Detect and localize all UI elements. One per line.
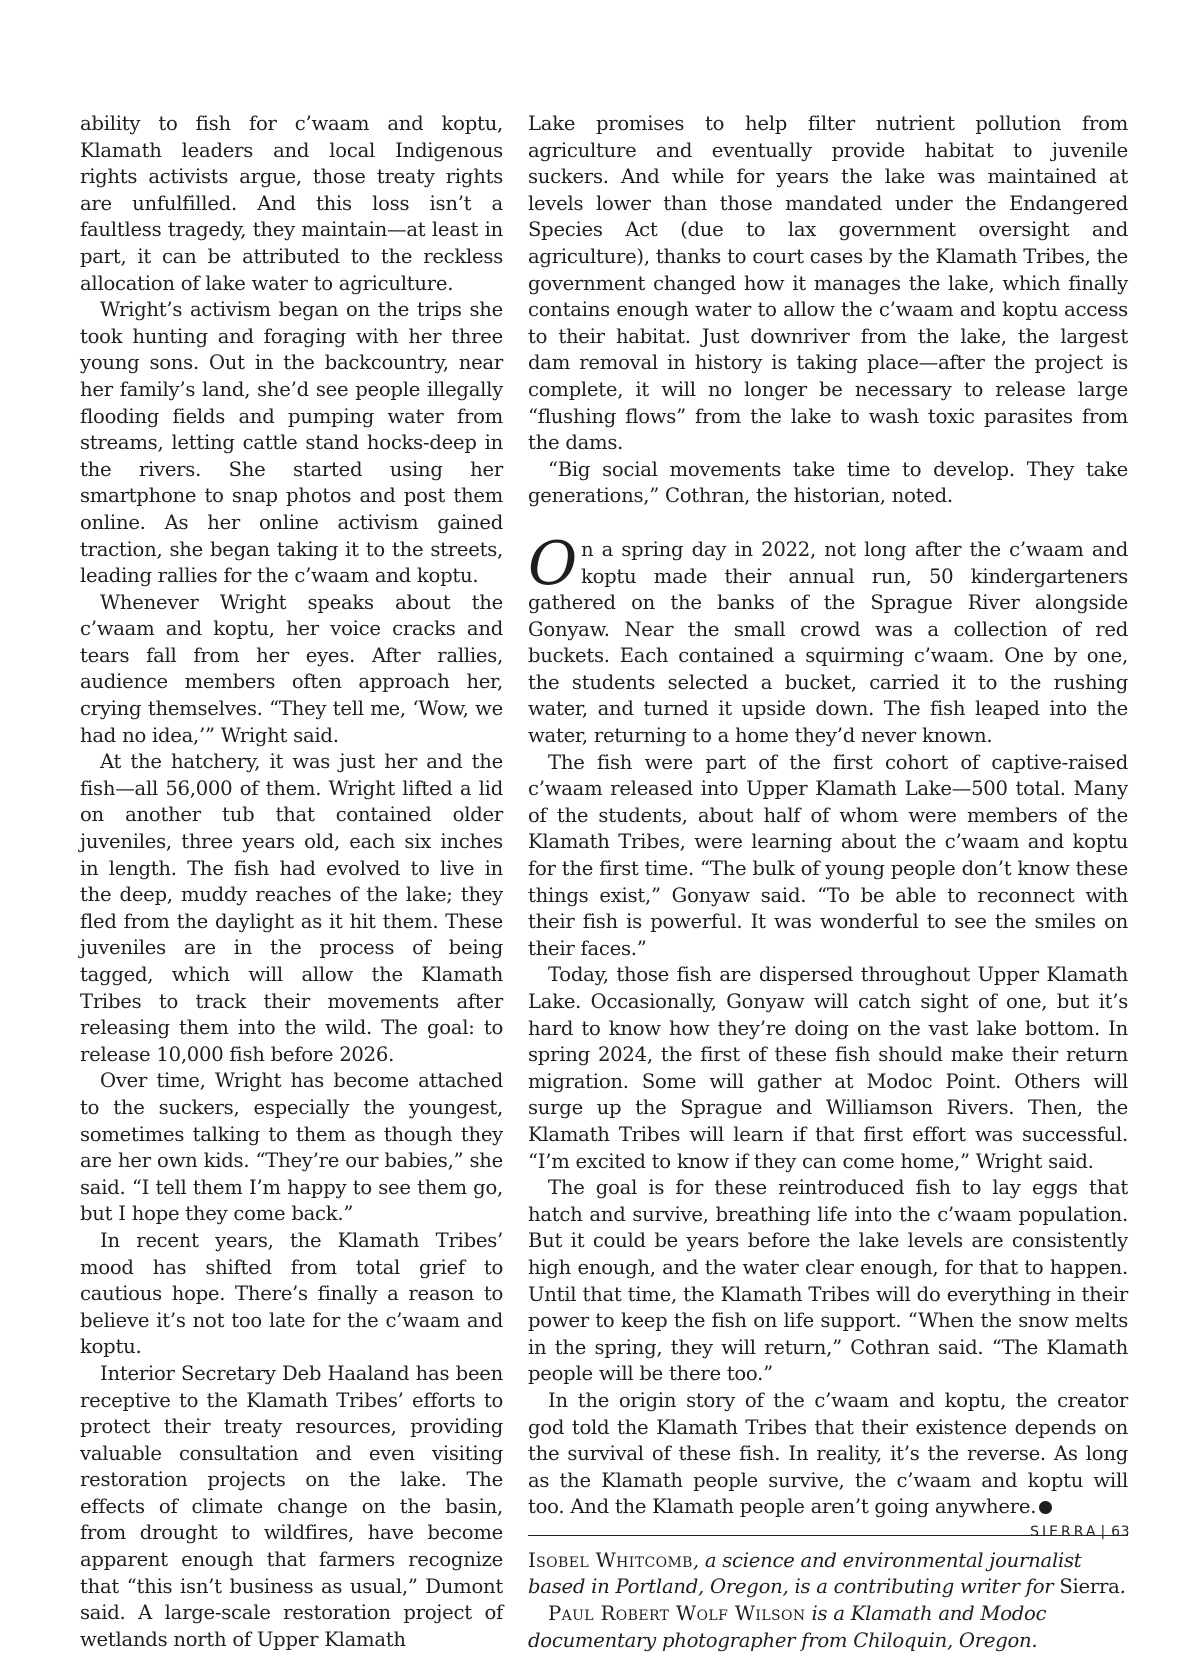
author-name: Isobel Whitcomb (528, 1548, 693, 1572)
magazine-name: SIERRA (1030, 1524, 1099, 1540)
photographer-bio-text: is a Klamath and Modoc documentary photographer from Chiloquin, Oregon. (528, 1602, 1047, 1652)
left-column (80, 111, 503, 1653)
paragraph: Lake promises to help filter nutrient pollution from agriculture and eventually provide habitat to juvenile suckers. And while for years the lake was maintained at levels lower than those mandated under the Endangered Species Act (due to lax government oversight and agriculture), thanks to court cases by the Klamath Tribes, the government changed how it manages the lake, which finally contains enough water to allow the c’waam and koptu access to their habitat. Just downriver from the lake, the largest dam removal in history is taking place—after the project is complete, it will no longer be necessary to release large “flushing flows” from the lake to wash toxic parasites from the dams. (528, 112, 1128, 455)
page-footer (1030, 1524, 1130, 1540)
paragraph: ability to fish for c’waam and koptu, Klamath leaders and local Indigenous rights activists argue, those treaty rights are unfulfilled. And this loss isn’t a faultless tragedy, they maintain—at least in part, it can be attributed to the reckless allocation of lake water to agriculture. (80, 112, 503, 295)
paragraph: In recent years, the Klamath Tribes’ mood has shifted from total grief to cautious hope. There’s finally a reason to believe it’s not too late for the c’waam and koptu. (80, 1228, 503, 1359)
paragraph: Over time, Wright has become attached to the suckers, especially the youngest, sometimes talking to them as though they are her own kids. “They’re our babies,” she said. “I tell them I’m happy to see them go, but I hope they come back.” (80, 1069, 503, 1226)
section-opening-text: n a spring day in 2022, not long after the c’waam and koptu made their annual run, 50 kindergarteners gathered on the banks of the Sprague River alongside Gonyaw. Near the small crowd was a collection of red buckets. Each contained a squirming c’waam. One by one, the students selected a bucket, carried it to the rushing water, and turned it upside down. The fish leaped into the water, returning to a home they’d never known. (528, 537, 1128, 748)
photographer-bio (528, 1601, 1128, 1654)
paragraph: Interior Secretary Deb Haaland has been receptive to the Klamath Tribes’ efforts to protect their treaty resources, providing valuable consultation and even visiting restoration projects on the lake. The effects of climate change on the basin, from drought to wildfires, have become apparent enough that farmers recognize that “this isn’t business as usual,” Dumont said. A large-scale restoration project of wetlands north of Upper Klamath (80, 1361, 503, 1651)
paragraph: Today, those fish are dispersed throughout Upper Klamath Lake. Occasionally, Gonyaw will catch sight of one, but it’s hard to know how they’re doing on the vast lake bottom. In spring 2024, the first of these fish should make their return migration. Some will gather at Modoc Point. Others will surge up the Sprague and Williamson Rivers. Then, the Klamath Tribes will learn if that first effort was successful. “I’m excited to know if they can come home,” Wright said. (528, 963, 1128, 1173)
final-paragraph (528, 1388, 1128, 1521)
paragraph: The goal is for these reintroduced fish to lay eggs that hatch and survive, breathing life into the c’waam population. But it could be years before the lake levels are consistently high enough, and the water clear enough, for that to happen. Until that time, the Klamath Tribes will do everything in their power to keep the fish on life support. “When the snow melts in the spring, they will return,” Cothran said. “The Klamath people will be there too.” (528, 1176, 1128, 1386)
paragraph: The fish were part of the first cohort of captive-raised c’waam released into Upper Klamath Lake—500 total. Many of the students, about half of whom were members of the Klamath Tribes, were learning about the c’waam and koptu for the first time. “The bulk of young people don’t know these things exist,” Gonyaw said. “To be able to reconnect with their fish is powerful. It was wonderful to see the smiles on their faces.” (528, 750, 1128, 960)
paragraph: “Big social movements take time to develop. They take generations,” Cothran, the historian, noted. (528, 457, 1128, 508)
section-break (528, 510, 1128, 537)
section-opening-paragraph (528, 528, 1128, 750)
paragraph: At the hatchery, it was just her and the fish—all 56,000 of them. Wright lifted a lid on another tub that contained older juveniles, three years old, each six inches in length. The fish had evolved to live in the deep, muddy reaches of the lake; they fled from the daylight as it hit them. These juveniles are in the process of being tagged, which will allow the Klamath Tribes to track their movements after releasing them into the wild. The goal: to release 10,000 fish before 2026. (80, 750, 503, 1066)
paragraph: Wright’s activism began on the trips she took hunting and foraging with her three young sons. Out in the backcountry, near her family’s land, she’d see people illegally flooding fields and pumping water from streams, letting cattle stand hocks-deep in the rivers. She started using her smartphone to snap photos and post them online. As her online activism gained traction, she began taking it to the streets, leading rallies for the c’waam and koptu. (80, 298, 503, 588)
paragraph: Whenever Wright speaks about the c’waam and koptu, her voice cracks and tears fall from her eyes. After rallies, audience members often approach her, crying themselves. “They tell me, ‘Wow, we had no idea,’” Wright said. (80, 590, 503, 747)
right-column (528, 111, 1128, 1654)
author-bio-end: . (1119, 1575, 1126, 1599)
end-mark-icon: S (1039, 1501, 1052, 1514)
photographer-name: Paul Robert Wolf Wilson (548, 1602, 806, 1626)
folio-separator: | (1100, 1524, 1106, 1540)
publication-name: Sierra (1059, 1575, 1120, 1599)
page-number: 63 (1111, 1524, 1130, 1540)
author-bio-text: , a science and environmental journalist based in Portland, Oregon, is a contributing writer for (528, 1548, 1082, 1599)
drop-cap: O (528, 528, 577, 599)
final-paragraph-text: In the origin story of the c’waam and koptu, the creator god told the Klamath Tribes that their existence depends on the survival of these fish. In reality, it’s the reverse. As long as the Klamath people survive, the c’waam and koptu will too. And the Klamath people aren’t going anywhere. (528, 1388, 1128, 1519)
author-bio (528, 1548, 1128, 1601)
